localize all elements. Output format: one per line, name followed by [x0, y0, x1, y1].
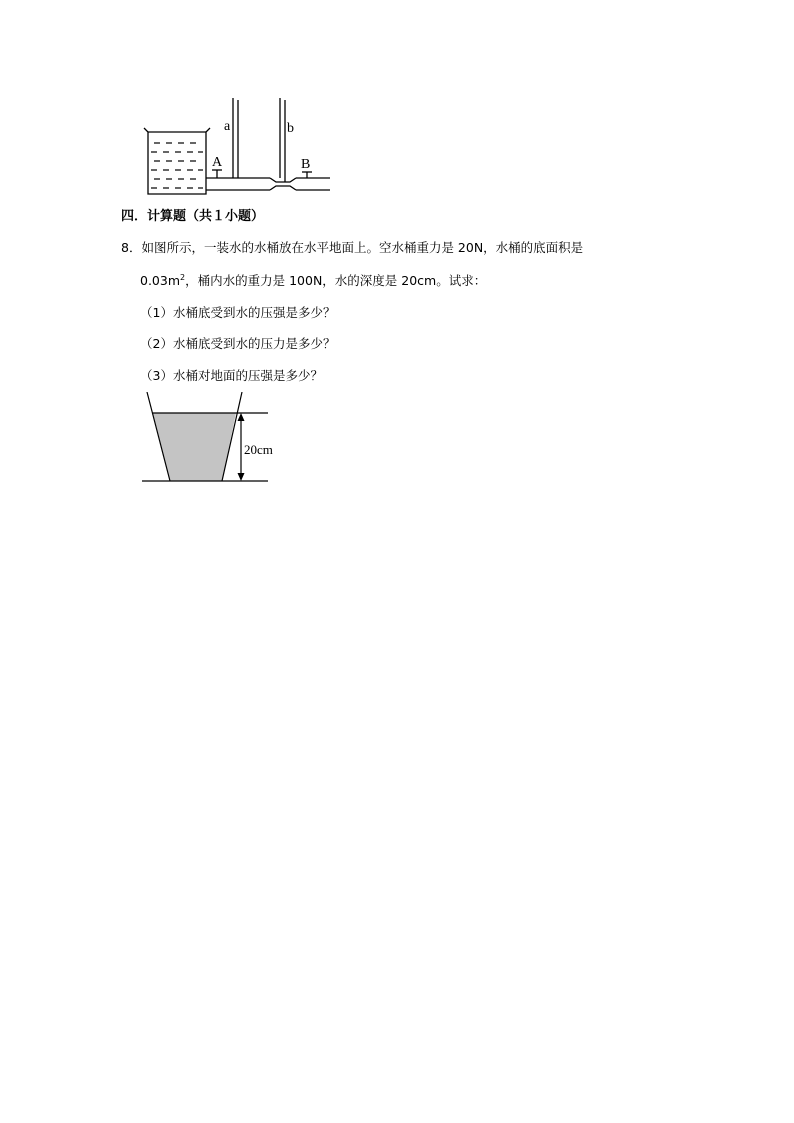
arrow-up-icon	[238, 413, 245, 421]
point-a-label: A	[212, 155, 223, 170]
water-fill	[152, 413, 236, 481]
tube-b-label: b	[287, 121, 294, 136]
area-exponent: 2	[180, 272, 186, 282]
connected-tubes-figure	[130, 92, 350, 204]
area-value: 0.03m	[140, 273, 181, 288]
arrow-down-icon	[238, 473, 245, 481]
sub-question-3: （3）水桶对地面的压强是多少？	[140, 368, 323, 383]
depth-label: 20cm	[244, 442, 273, 457]
sub-question-1: （1）水桶底受到水的压强是多少？	[140, 305, 336, 320]
question-line-2	[140, 271, 486, 289]
question-line-1: 8．如图所示，一装水的水桶放在水平地面上。空水桶重力是 20N，水桶的底面积是	[121, 240, 584, 255]
question-line-2-rest: ，桶内水的重力是 100N，水的深度是 20cm。试求：	[185, 273, 487, 288]
bucket-figure	[138, 392, 278, 492]
point-b-label: B	[301, 157, 311, 172]
sub-question-2: （2）水桶底受到水的压力是多少？	[140, 336, 336, 351]
section-heading: 四．计算题（共１小题）	[121, 209, 265, 224]
tube-a-label: a	[224, 119, 231, 134]
